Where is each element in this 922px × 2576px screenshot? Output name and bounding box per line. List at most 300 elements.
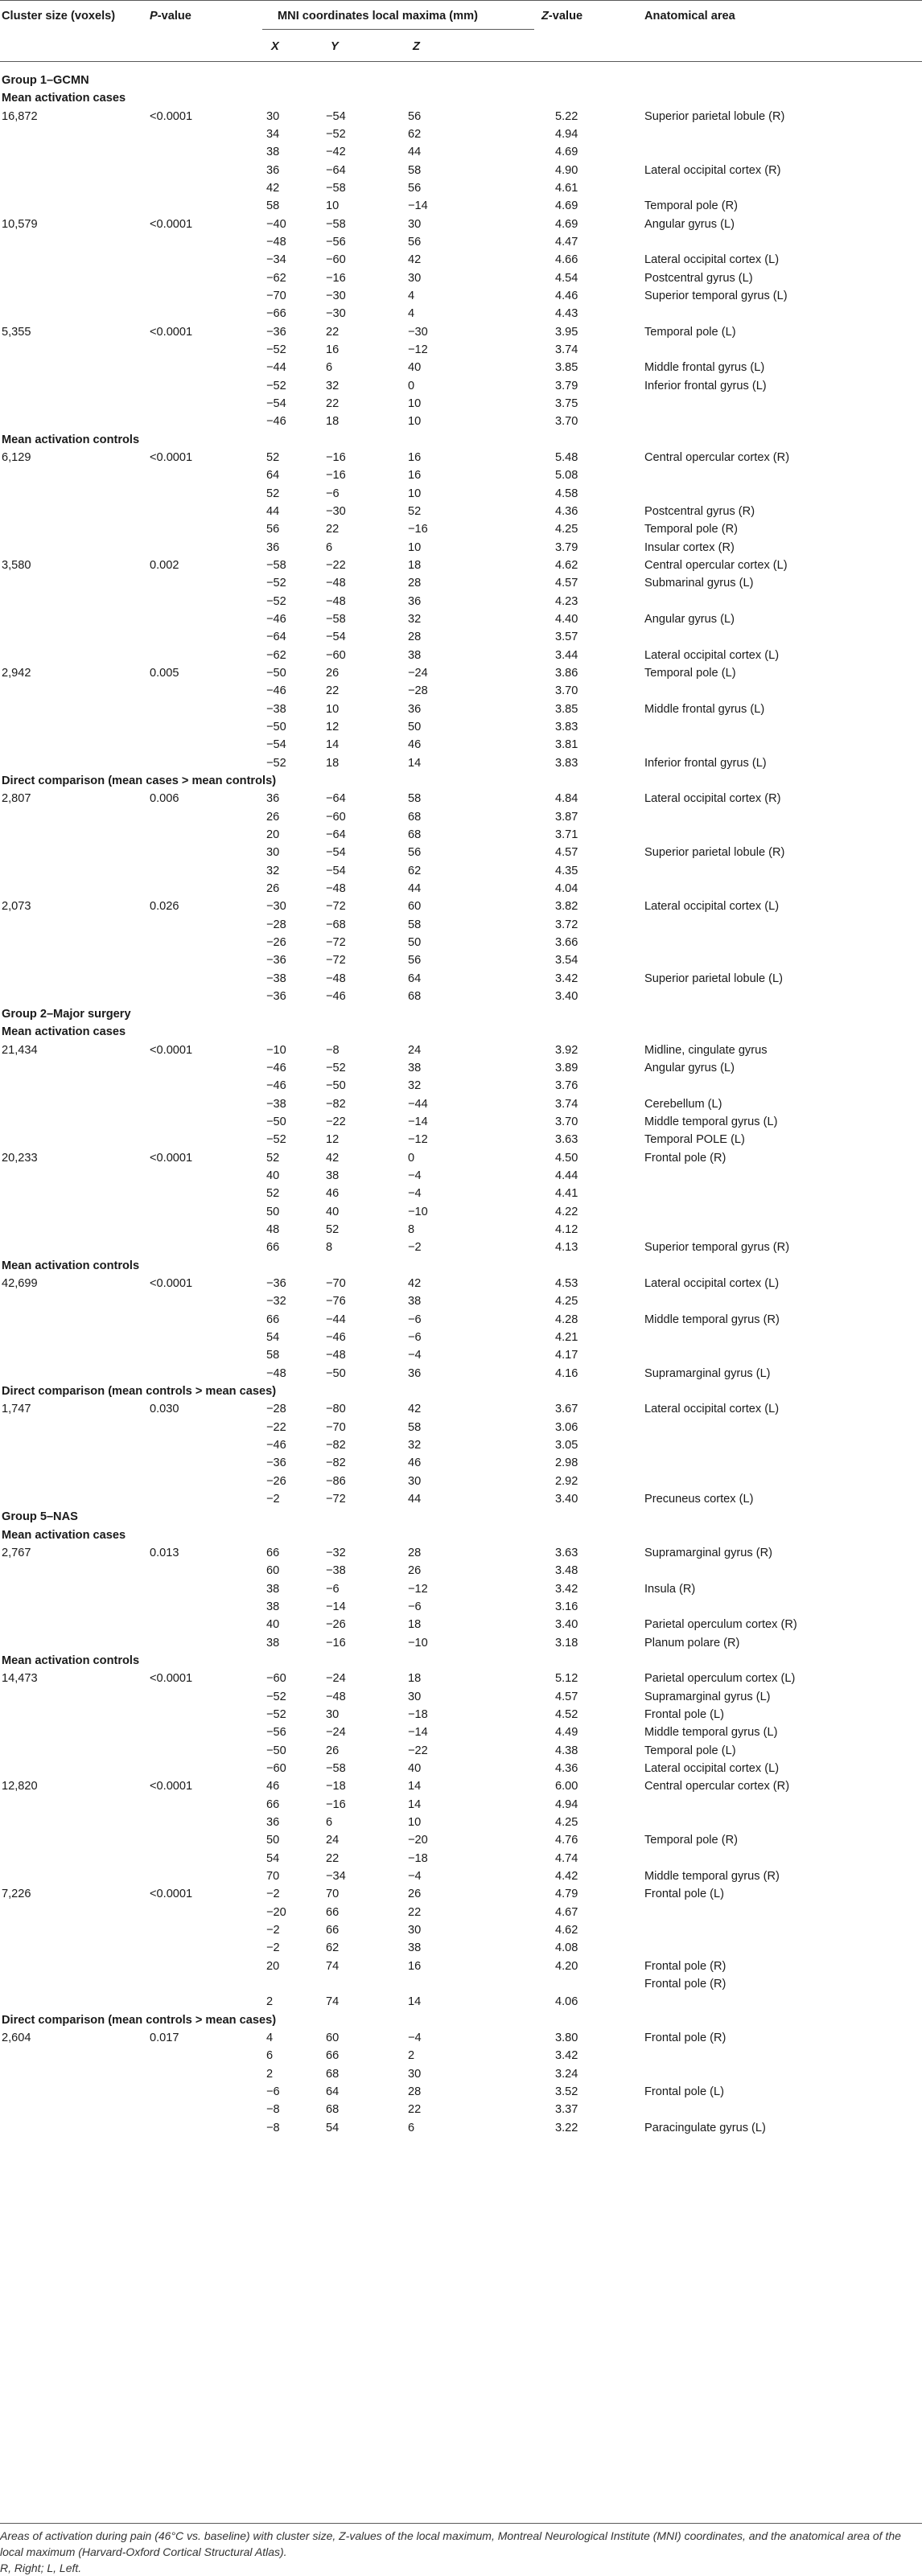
z-value-cell: 4.76: [555, 1834, 578, 1847]
z-coordinate-cell: 36: [408, 1366, 422, 1380]
anatomical-area-cell: Insular cortex (R): [644, 540, 735, 554]
y-coordinate-cell: −76: [326, 1295, 346, 1309]
section-heading-label: Mean activation cases: [2, 92, 126, 105]
z-coordinate-cell: −12: [408, 343, 428, 356]
z-coordinate-cell: 22: [408, 2103, 422, 2117]
x-coordinate-cell: −50: [266, 1744, 286, 1757]
p-value-cell: 0.006: [150, 792, 179, 806]
z-coordinate-cell: −10: [408, 1636, 428, 1650]
y-coordinate-cell: 30: [326, 1708, 340, 1722]
anatomical-area-cell: Middle temporal gyrus (R): [644, 1870, 780, 1883]
footnote-line-1: Areas of activation during pain (46°C vs. baseline) with cluster size, Z-values of the local maximum, Montreal Neurological Institute (MNI) coordinates, and the anatomical area of the: [0, 2529, 901, 2542]
y-coordinate-cell: 18: [326, 415, 340, 429]
z-coordinate-cell: 32: [408, 1439, 422, 1452]
p-value-cell: <0.0001: [150, 1151, 193, 1165]
z-value-cell: 4.25: [555, 1816, 578, 1829]
x-coordinate-cell: −2: [266, 1923, 280, 1937]
z-value-cell: 3.89: [555, 1062, 578, 1075]
z-coordinate-cell: −6: [408, 1313, 422, 1326]
x-coordinate-cell: −36: [266, 989, 286, 1003]
x-coordinate-cell: −50: [266, 1115, 286, 1129]
z-coordinate-cell: 30: [408, 271, 422, 285]
z-value-cell: 3.70: [555, 415, 578, 429]
anatomical-area-cell: Temporal pole (L): [644, 1744, 736, 1757]
p-value-cell: 0.026: [150, 900, 179, 914]
top-rule: [0, 0, 922, 1]
x-coordinate-cell: 50: [266, 1205, 280, 1218]
x-coordinate-cell: −52: [266, 1708, 286, 1722]
x-coordinate-cell: 58: [266, 1349, 280, 1362]
y-coordinate-cell: 42: [326, 1151, 340, 1165]
y-coordinate-cell: −54: [326, 864, 346, 877]
z-value-cell: 4.52: [555, 1708, 578, 1722]
z-coordinate-cell: 44: [408, 1493, 422, 1506]
anatomical-area-cell: Middle temporal gyrus (L): [644, 1115, 778, 1129]
cluster-size-cell: 10,579: [2, 217, 38, 231]
z-coordinate-cell: 64: [408, 972, 422, 985]
y-coordinate-cell: 74: [326, 1959, 340, 1973]
x-coordinate-cell: −50: [266, 720, 286, 733]
x-coordinate-cell: 52: [266, 450, 280, 464]
x-coordinate-cell: −8: [266, 2103, 280, 2117]
z-value-cell: 4.57: [555, 577, 578, 590]
y-coordinate-cell: 74: [326, 1995, 340, 2009]
z-value-cell: 3.06: [555, 1420, 578, 1434]
y-coordinate-cell: −86: [326, 1474, 346, 1488]
anatomical-area-cell: Middle frontal gyrus (L): [644, 702, 765, 716]
y-coordinate-cell: 22: [326, 523, 340, 536]
z-value-cell: 4.20: [555, 1959, 578, 1973]
x-coordinate-cell: 6: [266, 2049, 274, 2063]
x-coordinate-cell: −58: [266, 558, 286, 572]
z-value-cell: 3.63: [555, 1547, 578, 1560]
y-coordinate-cell: −46: [326, 989, 346, 1003]
z-value-cell: 3.79: [555, 540, 578, 554]
x-coordinate-cell: −70: [266, 289, 286, 302]
x-coordinate-cell: 40: [266, 1169, 280, 1183]
x-coordinate-cell: −34: [266, 253, 286, 267]
z-value-cell: 3.74: [555, 343, 578, 356]
y-coordinate-cell: −50: [326, 1079, 346, 1093]
y-coordinate-cell: −80: [326, 1403, 346, 1416]
x-coordinate-cell: −28: [266, 1403, 286, 1416]
anatomical-area-cell: Lateral occipital cortex (L): [644, 253, 780, 267]
y-coordinate-cell: 10: [326, 199, 340, 213]
anatomical-area-cell: Inferior frontal gyrus (L): [644, 756, 767, 770]
z-value-cell: 3.81: [555, 738, 578, 752]
y-coordinate-cell: 54: [326, 2121, 340, 2134]
z-coordinate-cell: 62: [408, 127, 422, 141]
z-coordinate-cell: 10: [408, 415, 422, 429]
y-coordinate-cell: −6: [326, 487, 340, 500]
cluster-size-cell: 14,473: [2, 1672, 38, 1686]
z-coordinate-cell: −6: [408, 1600, 422, 1614]
anatomical-area-cell: Middle temporal gyrus (L): [644, 1726, 778, 1740]
x-coordinate-cell: 40: [266, 1618, 280, 1632]
x-coordinate-cell: 58: [266, 199, 280, 213]
z-value-cell: 4.66: [555, 253, 578, 267]
z-coordinate-cell: −10: [408, 1205, 428, 1218]
z-value-cell: 4.06: [555, 1995, 578, 2009]
z-value-cell: 3.70: [555, 1115, 578, 1129]
z-value-cell: 4.79: [555, 1888, 578, 1901]
z-coordinate-cell: 32: [408, 1079, 422, 1093]
z-coordinate-cell: 46: [408, 738, 422, 752]
z-value-cell: 4.42: [555, 1870, 578, 1883]
z-value-cell: 4.41: [555, 1187, 578, 1201]
p-value-cell: 0.030: [150, 1403, 179, 1416]
x-coordinate-cell: −48: [266, 235, 286, 249]
y-coordinate-cell: 16: [326, 343, 340, 356]
anatomical-area-cell: Submarinal gyrus (L): [644, 577, 754, 590]
z-value-cell: 3.22: [555, 2121, 578, 2134]
x-coordinate-cell: −28: [266, 918, 286, 931]
x-coordinate-cell: 50: [266, 1834, 280, 1847]
section-heading-label: Mean activation cases: [2, 1528, 126, 1542]
z-coordinate-cell: 18: [408, 1618, 422, 1632]
z-value-cell: 4.49: [555, 1726, 578, 1740]
y-coordinate-cell: 12: [326, 1133, 340, 1147]
anatomical-area-cell: Inferior frontal gyrus (L): [644, 379, 767, 392]
x-coordinate-cell: 52: [266, 1187, 280, 1201]
y-coordinate-cell: 70: [326, 1888, 340, 1901]
z-value-cell: 3.95: [555, 325, 578, 339]
anatomical-area-cell: Parietal operculum cortex (L): [644, 1672, 796, 1686]
z-coordinate-cell: 28: [408, 577, 422, 590]
y-coordinate-cell: −60: [326, 810, 346, 824]
z-coordinate-cell: 68: [408, 828, 422, 841]
z-coordinate-cell: 40: [408, 361, 422, 375]
y-coordinate-cell: −14: [326, 1600, 346, 1614]
y-coordinate-cell: 60: [326, 2031, 340, 2044]
section-heading-label: Direct comparison (mean controls > mean cases): [2, 2013, 277, 2027]
z-value-cell: 4.23: [555, 594, 578, 608]
y-coordinate-cell: −54: [326, 846, 346, 860]
z-coordinate-cell: −14: [408, 1726, 428, 1740]
x-coordinate-cell: −44: [266, 361, 286, 375]
z-coordinate-cell: 24: [408, 1043, 422, 1057]
anatomical-area-cell: Central opercular cortex (L): [644, 558, 788, 572]
x-coordinate-cell: 26: [266, 881, 280, 895]
z-coordinate-cell: 58: [408, 918, 422, 931]
y-coordinate-cell: 40: [326, 1205, 340, 1218]
x-coordinate-cell: −46: [266, 1079, 286, 1093]
z-value-cell: 4.17: [555, 1349, 578, 1362]
z-coordinate-cell: 4: [408, 307, 415, 321]
y-coordinate-cell: −50: [326, 1366, 346, 1380]
y-coordinate-cell: −30: [326, 307, 346, 321]
z-value-cell: 3.75: [555, 396, 578, 410]
z-coordinate-cell: 18: [408, 558, 422, 572]
x-coordinate-cell: −40: [266, 217, 286, 231]
z-coordinate-cell: 46: [408, 1456, 422, 1470]
z-coordinate-cell: 42: [408, 253, 422, 267]
cluster-size-cell: 2,767: [2, 1547, 31, 1560]
z-coordinate-cell: 4: [408, 289, 415, 302]
z-coordinate-cell: 28: [408, 2085, 422, 2098]
z-coordinate-cell: 30: [408, 1474, 422, 1488]
z-coordinate-cell: 22: [408, 1905, 422, 1919]
y-coordinate-cell: −24: [326, 1726, 346, 1740]
x-coordinate-cell: −38: [266, 1097, 286, 1111]
x-coordinate-cell: 38: [266, 1582, 280, 1596]
header-z-value: Z-value: [541, 10, 583, 23]
x-coordinate-cell: −46: [266, 415, 286, 429]
x-coordinate-cell: −60: [266, 1762, 286, 1776]
z-coordinate-cell: 56: [408, 109, 422, 123]
z-coordinate-cell: 2: [408, 2049, 415, 2063]
z-value-cell: 4.94: [555, 1797, 578, 1811]
x-coordinate-cell: 54: [266, 1331, 280, 1345]
z-coordinate-cell: −4: [408, 1870, 422, 1883]
x-coordinate-cell: −30: [266, 900, 286, 914]
z-coordinate-cell: 56: [408, 181, 422, 195]
y-coordinate-cell: 26: [326, 666, 340, 680]
anatomical-area-cell: Frontal pole (R): [644, 1151, 726, 1165]
z-coordinate-cell: 40: [408, 1762, 422, 1776]
y-coordinate-cell: −16: [326, 1797, 346, 1811]
z-value-cell: 3.66: [555, 935, 578, 949]
group-heading-label: Group 1–GCMN: [2, 74, 89, 87]
z-value-cell: 3.85: [555, 361, 578, 375]
z-value-cell: 3.80: [555, 2031, 578, 2044]
x-coordinate-cell: 70: [266, 1870, 280, 1883]
z-value-cell: 4.16: [555, 1366, 578, 1380]
x-coordinate-cell: −52: [266, 594, 286, 608]
x-coordinate-cell: 56: [266, 523, 280, 536]
y-coordinate-cell: −16: [326, 271, 346, 285]
cluster-size-cell: 3,580: [2, 558, 31, 572]
section-heading-label: Mean activation controls: [2, 1259, 140, 1272]
x-coordinate-cell: 66: [266, 1547, 280, 1560]
z-coordinate-cell: 62: [408, 864, 422, 877]
x-coordinate-cell: 2: [266, 1995, 274, 2009]
anatomical-area-cell: Central opercular cortex (R): [644, 450, 790, 464]
cluster-size-cell: 16,872: [2, 109, 38, 123]
x-coordinate-cell: −26: [266, 1474, 286, 1488]
anatomical-area-cell: Frontal pole (R): [644, 1959, 726, 1973]
y-coordinate-cell: 10: [326, 702, 340, 716]
header-anatomical-area: Anatomical area: [644, 10, 735, 23]
y-coordinate-cell: 12: [326, 720, 340, 733]
x-coordinate-cell: 46: [266, 1780, 280, 1793]
anatomical-area-cell: Lateral occipital cortex (L): [644, 1277, 780, 1291]
z-value-cell: 4.43: [555, 307, 578, 321]
x-coordinate-cell: −46: [266, 1439, 286, 1452]
z-value-cell: 3.72: [555, 918, 578, 931]
x-coordinate-cell: 36: [266, 540, 280, 554]
y-coordinate-cell: −18: [326, 1780, 346, 1793]
z-coordinate-cell: 14: [408, 1797, 422, 1811]
anatomical-area-cell: Temporal pole (R): [644, 523, 738, 536]
x-coordinate-cell: 2: [266, 2067, 274, 2081]
y-coordinate-cell: 46: [326, 1187, 340, 1201]
x-coordinate-cell: −52: [266, 343, 286, 356]
z-value-cell: 4.94: [555, 127, 578, 141]
z-value-cell: 3.16: [555, 1600, 578, 1614]
z-value-cell: 4.12: [555, 1223, 578, 1237]
z-value-cell: 3.74: [555, 1097, 578, 1111]
anatomical-area-cell: Angular gyrus (L): [644, 612, 735, 626]
x-coordinate-cell: 66: [266, 1797, 280, 1811]
z-coordinate-cell: 6: [408, 2121, 415, 2134]
anatomical-area-cell: Temporal pole (R): [644, 1834, 738, 1847]
y-coordinate-cell: −70: [326, 1420, 346, 1434]
z-value-cell: 3.57: [555, 631, 578, 644]
y-coordinate-cell: −82: [326, 1456, 346, 1470]
z-coordinate-cell: −28: [408, 684, 428, 698]
x-coordinate-cell: −62: [266, 648, 286, 662]
header-mni: MNI coordinates local maxima (mm): [278, 10, 478, 23]
z-coordinate-cell: 10: [408, 1816, 422, 1829]
x-coordinate-cell: 20: [266, 828, 280, 841]
z-coordinate-cell: 42: [408, 1277, 422, 1291]
x-coordinate-cell: 38: [266, 1600, 280, 1614]
y-coordinate-cell: 8: [326, 1241, 333, 1255]
x-coordinate-cell: 42: [266, 181, 280, 195]
z-value-cell: 3.76: [555, 1079, 578, 1093]
z-value-cell: 4.54: [555, 271, 578, 285]
z-value-cell: 3.71: [555, 828, 578, 841]
z-value-cell: 2.98: [555, 1456, 578, 1470]
anatomical-area-cell: Lateral occipital cortex (R): [644, 792, 781, 806]
z-value-cell: 5.22: [555, 109, 578, 123]
x-coordinate-cell: −36: [266, 1277, 286, 1291]
z-value-cell: 6.00: [555, 1780, 578, 1793]
p-value-cell: <0.0001: [150, 109, 193, 123]
anatomical-area-cell: Superior parietal lobule (R): [644, 846, 785, 860]
x-coordinate-cell: 66: [266, 1313, 280, 1326]
x-coordinate-cell: −52: [266, 756, 286, 770]
z-coordinate-cell: 14: [408, 1995, 422, 2009]
y-coordinate-cell: −58: [326, 612, 346, 626]
x-coordinate-cell: 36: [266, 1816, 280, 1829]
z-coordinate-cell: 58: [408, 792, 422, 806]
z-coordinate-cell: −30: [408, 325, 428, 339]
x-coordinate-cell: 34: [266, 127, 280, 141]
z-value-cell: 5.12: [555, 1672, 578, 1686]
anatomical-area-cell: Angular gyrus (L): [644, 1062, 735, 1075]
z-value-cell: 3.42: [555, 2049, 578, 2063]
header-y: Y: [331, 40, 339, 53]
footnote-line-3: R, Right; L, Left.: [0, 2562, 82, 2574]
x-coordinate-cell: 64: [266, 469, 280, 483]
z-value-cell: 4.13: [555, 1241, 578, 1255]
z-value-cell: 3.40: [555, 989, 578, 1003]
z-value-cell: 4.57: [555, 846, 578, 860]
z-coordinate-cell: −2: [408, 1241, 422, 1255]
y-coordinate-cell: −64: [326, 792, 346, 806]
cluster-size-cell: 42,699: [2, 1277, 38, 1291]
anatomical-area-cell: Supramarginal gyrus (L): [644, 1690, 771, 1703]
z-coordinate-cell: 28: [408, 1547, 422, 1560]
section-heading-label: Mean activation cases: [2, 1025, 126, 1039]
p-value-cell: 0.017: [150, 2031, 179, 2044]
y-coordinate-cell: −48: [326, 972, 346, 985]
p-value-cell: <0.0001: [150, 1672, 193, 1686]
z-value-cell: 4.40: [555, 612, 578, 626]
z-coordinate-cell: −44: [408, 1097, 428, 1111]
z-value-cell: 3.42: [555, 1582, 578, 1596]
z-value-cell: 4.84: [555, 792, 578, 806]
z-value-cell: 3.79: [555, 379, 578, 392]
z-coordinate-cell: −14: [408, 199, 428, 213]
x-coordinate-cell: 52: [266, 1151, 280, 1165]
x-coordinate-cell: −62: [266, 271, 286, 285]
z-coordinate-cell: 8: [408, 1223, 415, 1237]
footnote-line-2: local maximum (Harvard-Oxford Cortical Structural Atlas).: [0, 2545, 287, 2558]
x-coordinate-cell: −50: [266, 666, 286, 680]
z-value-cell: 3.48: [555, 1564, 578, 1578]
p-value-cell: 0.013: [150, 1547, 179, 1560]
cluster-size-cell: 1,747: [2, 1403, 31, 1416]
z-coordinate-cell: 30: [408, 1690, 422, 1703]
y-coordinate-cell: 68: [326, 2103, 340, 2117]
x-coordinate-cell: −22: [266, 1420, 286, 1434]
y-coordinate-cell: −60: [326, 253, 346, 267]
y-coordinate-cell: −70: [326, 1277, 346, 1291]
anatomical-area-cell: Superior parietal lobule (L): [644, 972, 783, 985]
z-coordinate-cell: 38: [408, 648, 422, 662]
p-value-cell: <0.0001: [150, 450, 193, 464]
y-coordinate-cell: −58: [326, 181, 346, 195]
z-value-cell: 4.67: [555, 1905, 578, 1919]
x-coordinate-cell: −20: [266, 1905, 286, 1919]
z-coordinate-cell: 38: [408, 1941, 422, 1955]
cluster-size-cell: 2,942: [2, 666, 31, 680]
x-coordinate-cell: 38: [266, 146, 280, 159]
z-coordinate-cell: 32: [408, 612, 422, 626]
x-coordinate-cell: 44: [266, 504, 280, 518]
section-heading-label: Direct comparison (mean controls > mean cases): [2, 1385, 277, 1399]
y-coordinate-cell: −48: [326, 594, 346, 608]
z-value-cell: 3.82: [555, 900, 578, 914]
z-coordinate-cell: 38: [408, 1295, 422, 1309]
anatomical-area-cell: Parietal operculum cortex (R): [644, 1618, 797, 1632]
y-coordinate-cell: 6: [326, 361, 333, 375]
y-coordinate-cell: −32: [326, 1547, 346, 1560]
y-coordinate-cell: −48: [326, 1349, 346, 1362]
x-coordinate-cell: −38: [266, 702, 286, 716]
group-heading-label: Group 2–Major surgery: [2, 1008, 131, 1021]
y-coordinate-cell: −72: [326, 1493, 346, 1506]
z-value-cell: 4.69: [555, 146, 578, 159]
anatomical-area-cell: Precuneus cortex (L): [644, 1493, 754, 1506]
z-coordinate-cell: 28: [408, 631, 422, 644]
z-value-cell: 3.67: [555, 1403, 578, 1416]
y-coordinate-cell: −16: [326, 469, 346, 483]
cluster-size-cell: 6,129: [2, 450, 31, 464]
anatomical-area-cell: Midline, cingulate gyrus: [644, 1043, 768, 1057]
x-coordinate-cell: 26: [266, 810, 280, 824]
y-coordinate-cell: −58: [326, 1762, 346, 1776]
y-coordinate-cell: 52: [326, 1223, 340, 1237]
y-coordinate-cell: 26: [326, 1744, 340, 1757]
y-coordinate-cell: −48: [326, 1690, 346, 1703]
y-coordinate-cell: −82: [326, 1097, 346, 1111]
header-cluster-size: Cluster size (voxels): [2, 10, 116, 23]
z-coordinate-cell: 36: [408, 594, 422, 608]
z-value-cell: 4.62: [555, 1923, 578, 1937]
y-coordinate-cell: −24: [326, 1672, 346, 1686]
x-coordinate-cell: −32: [266, 1295, 286, 1309]
z-value-cell: 3.83: [555, 756, 578, 770]
y-coordinate-cell: 22: [326, 684, 340, 698]
y-coordinate-cell: −68: [326, 918, 346, 931]
y-coordinate-cell: 38: [326, 1169, 340, 1183]
cluster-size-cell: 2,073: [2, 900, 31, 914]
anatomical-area-cell: Postcentral gyrus (R): [644, 504, 755, 518]
